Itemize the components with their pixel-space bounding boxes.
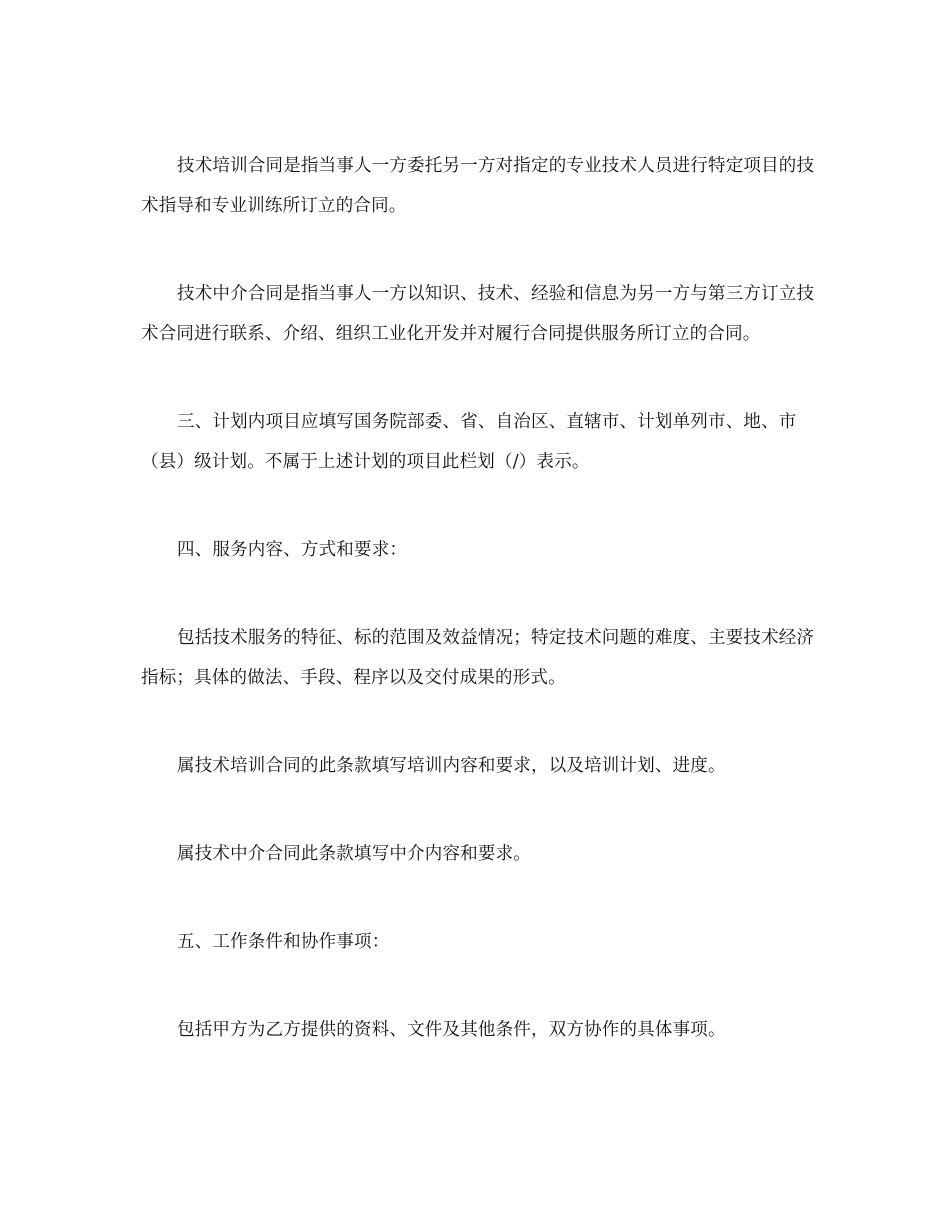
paragraph-intermediary-contract-clause: 属技术中介合同此条款填写中介内容和要求。 xyxy=(177,844,531,864)
section-heading-four-service-content: 四、服务内容、方式和要求： xyxy=(177,540,408,560)
paragraph-technical-training-contract: 技术培训合同是指当事人一方委托另一方对指定的专业技术人员进行特定项目的技术指导和专业训练所订立的合同。 xyxy=(141,156,815,216)
paragraph-training-contract-clause: 属技术培训合同的此条款填写培训内容和要求，以及培训计划、进度。 xyxy=(177,756,726,776)
paragraph-working-conditions-details: 包括甲方为乙方提供的资料、文件及其他条件，双方协作的具体事项。 xyxy=(177,1020,726,1040)
paragraph-technical-intermediary-contract: 技术中介合同是指当事人一方以知识、技术、经验和信息为另一方与第三方订立技术合同进行联系、介绍、组织工业化开发并对履行合同提供服务所订立的合同。 xyxy=(141,284,815,344)
section-heading-five-working-conditions: 五、工作条件和协作事项： xyxy=(177,932,390,952)
paragraph-section-three-plan-projects: 三、计划内项目应填写国务院部委、省、自治区、直辖市、计划单列市、地、市（县）级计划。不属于上述计划的项目此栏划（/）表示。 xyxy=(141,412,797,472)
paragraph-service-content-details: 包括技术服务的特征、标的范围及效益情况；特定技术问题的难度、主要技术经济指标；具体的做法、手段、程序以及交付成果的形式。 xyxy=(141,628,815,688)
